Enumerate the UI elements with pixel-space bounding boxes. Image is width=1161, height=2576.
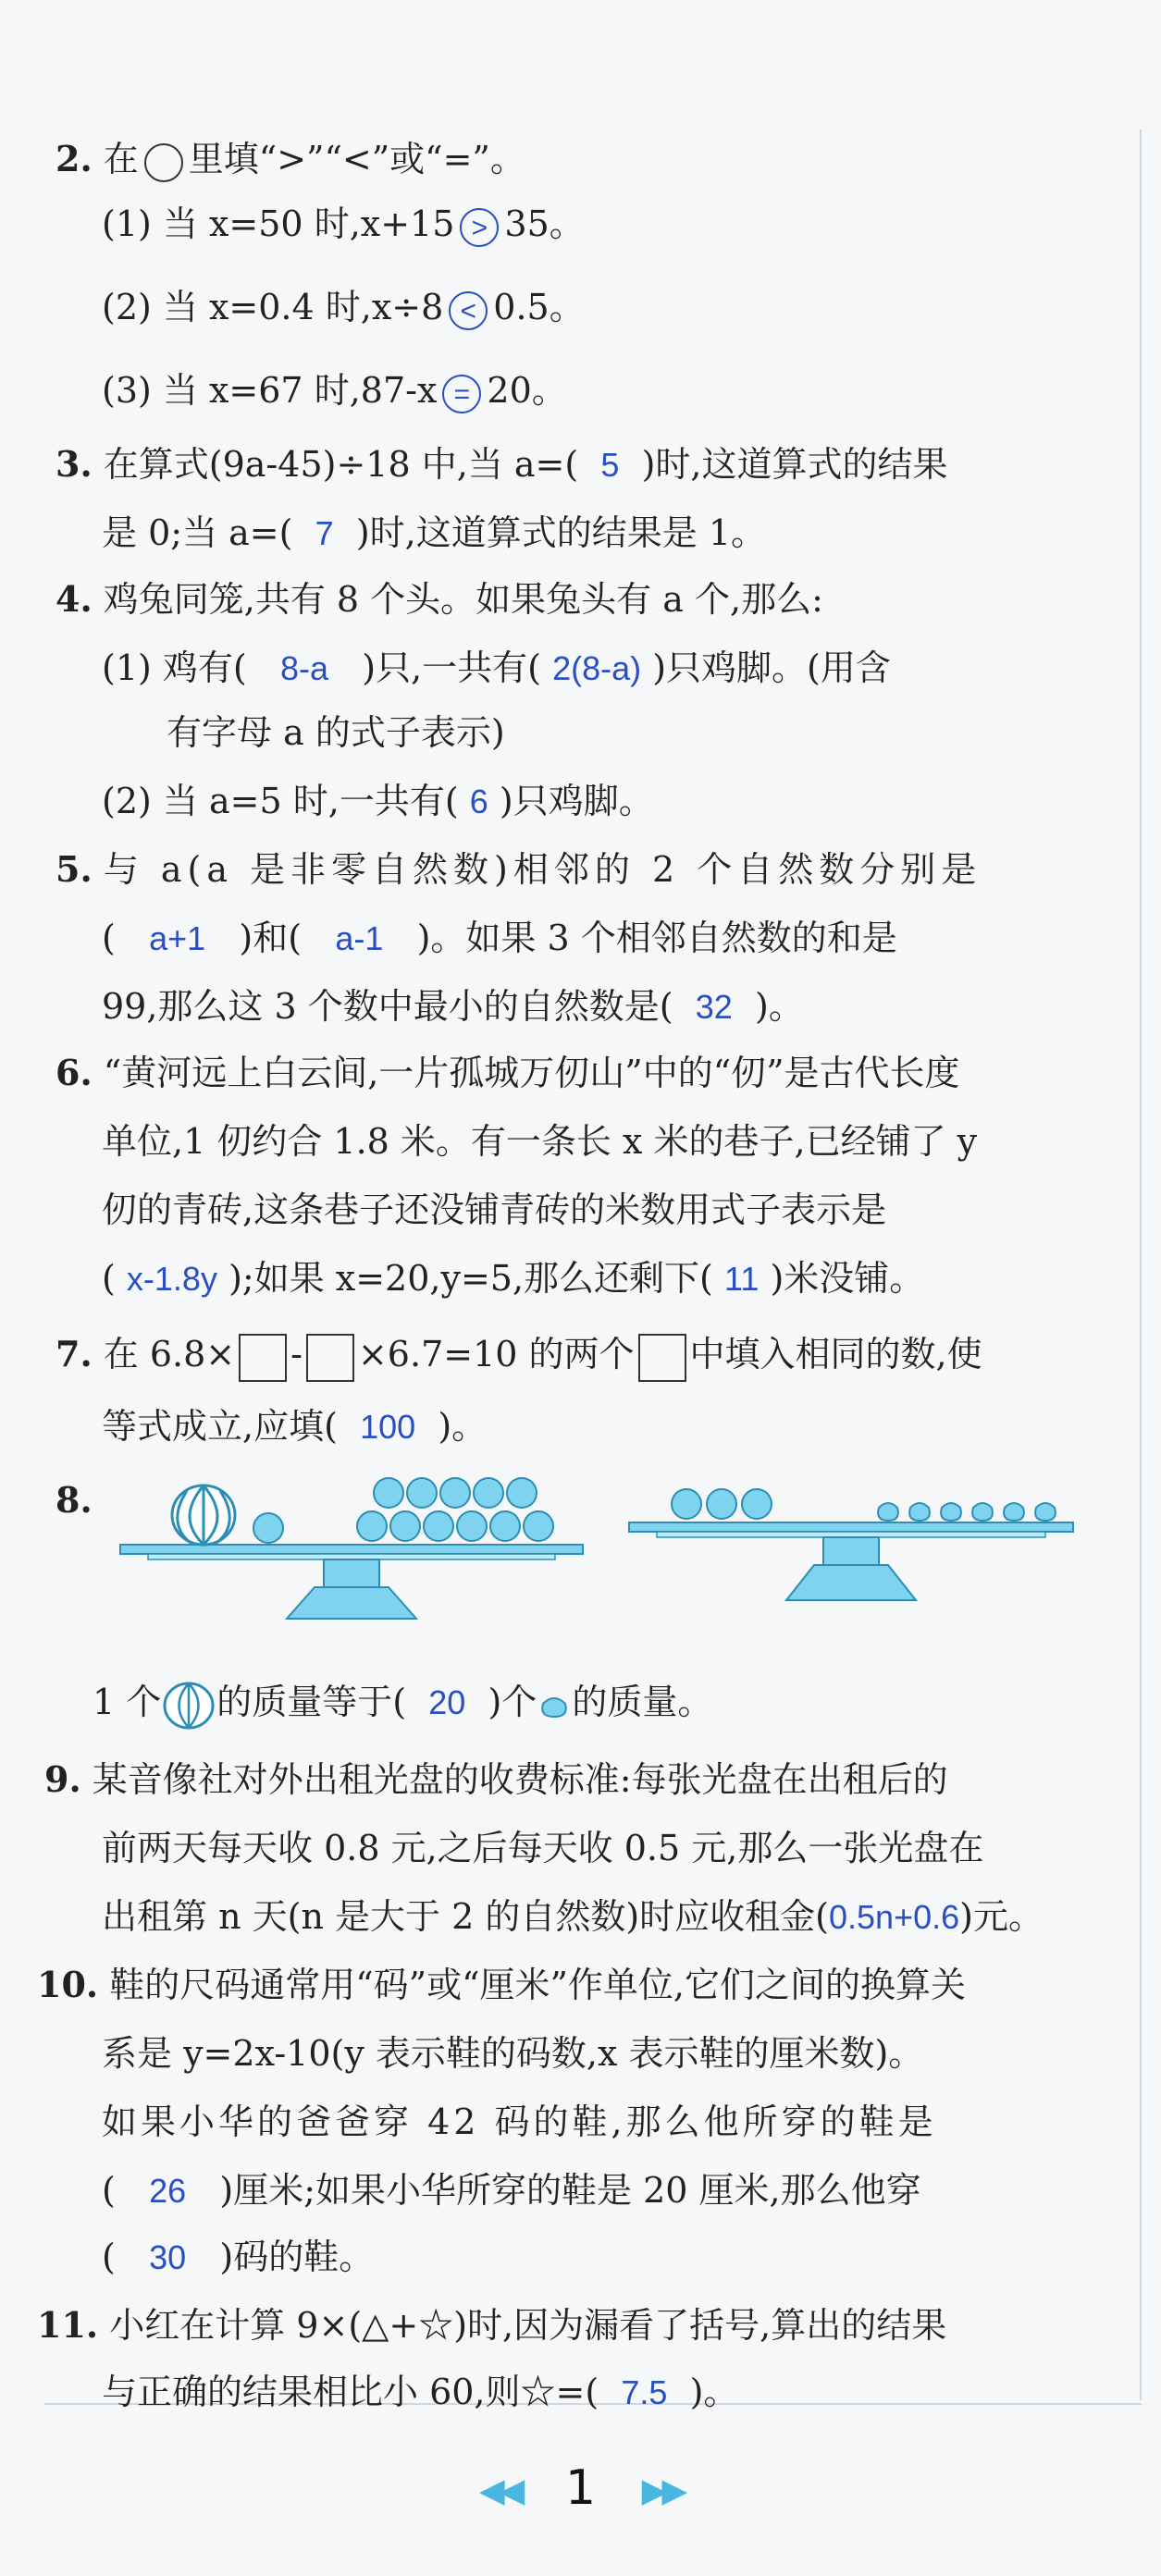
q2-part-2: (2) 当 x=0.4 时,x÷8 < 0.5。 bbox=[102, 279, 585, 335]
next-arrows-icon[interactable]: ▶▶ bbox=[641, 2471, 683, 2510]
watermelon-icon bbox=[172, 1485, 235, 1545]
q4-stem: 4. 鸡兔同笼,共有 8 个头。如果兔头有 a 个,那么: bbox=[56, 578, 823, 620]
q5-line-2: ( a+1 )和( a-1 )。如果 3 个相邻自然数的和是 bbox=[102, 918, 897, 958]
q7-line-1: 7. 在 6.8× - ×6.7=10 的两个 中填入相同的数,使 bbox=[56, 1326, 982, 1382]
q10-line-1: 10. 鞋的尺码通常用“码”或“厘米”作单位,它们之间的换算关 bbox=[37, 1964, 967, 2005]
balance-scales-figure bbox=[111, 1471, 1110, 1637]
q7-line-2: 等式成立,应填( 100 )。 bbox=[102, 1406, 488, 1447]
q10-line-4: ( 26 )厘米;如果小华所穿的鞋是 20 厘米,那么他穿 bbox=[102, 2170, 921, 2211]
q8-line: 1 个 的质量等于( 20 )个 的质量。 bbox=[93, 1674, 712, 1731]
q9-line-1: 9. 某音像社对外出租光盘的收费标准:每张光盘在出租后的 bbox=[44, 1758, 948, 1800]
watermelon-icon bbox=[161, 1682, 216, 1730]
q5-line-3: 99,那么这 3 个数中最小的自然数是( 32 )。 bbox=[102, 986, 804, 1027]
q9-line-2: 前两天每天收 0.8 元,之后每天收 0.5 元,那么一张光盘在 bbox=[102, 1828, 984, 1868]
blank-circle-icon bbox=[144, 143, 183, 182]
q6-line-1: 6. “黄河远上白云间,一片孤城万仞山”中的“仞”是古代长度 bbox=[56, 1052, 960, 1093]
prev-arrows-icon[interactable]: ◀◀ bbox=[478, 2471, 520, 2510]
right-balance-scale bbox=[629, 1489, 1073, 1600]
left-balance-scale bbox=[120, 1478, 583, 1619]
apple-icon bbox=[253, 1513, 283, 1543]
answer-circle: > bbox=[460, 208, 499, 247]
answer-circle: < bbox=[449, 291, 488, 330]
q2-stem: 2. 在 里填“>”“<”或“=”。 bbox=[56, 131, 525, 187]
q4-part-1: (1) 鸡有( 8-a )只,一共有( 2(8-a) )只鸡脚。(用含 bbox=[102, 647, 891, 688]
blank-box-icon bbox=[239, 1334, 287, 1382]
q5-line-1: 5. 与 a(a 是非零自然数)相邻的 2 个自然数分别是 bbox=[56, 848, 982, 890]
q11-line-2: 与正确的结果相比小 60,则☆=( 7.5 )。 bbox=[102, 2372, 739, 2412]
q8-num: 8. bbox=[56, 1479, 93, 1521]
right-margin-rule bbox=[1140, 129, 1142, 2400]
apples-group bbox=[357, 1478, 553, 1541]
q4-part-1-cont: 有字母 a 的式子表示) bbox=[167, 712, 505, 753]
page-footer bbox=[0, 2460, 1161, 2516]
blank-box-icon bbox=[306, 1334, 354, 1382]
q6-line-3: 仞的青砖,这条巷子还没铺青砖的米数用式子表示是 bbox=[102, 1189, 887, 1230]
q3-line-1: 3. 在算式(9a-45)÷18 中,当 a=( 5 )时,这道算式的结果 bbox=[56, 443, 948, 485]
q6-line-2: 单位,1 仞约合 1.8 米。有一条长 x 米的巷子,已经铺了 y bbox=[102, 1121, 978, 1162]
q6-line-4: ( x-1.8y );如果 x=20,y=5,那么还剩下( 11 )米没铺。 bbox=[102, 1258, 925, 1299]
q2-part-3: (3) 当 x=67 时,87-x = 20。 bbox=[102, 363, 567, 418]
q3-line-2: 是 0;当 a=( 7 )时,这道算式的结果是 1。 bbox=[102, 512, 767, 553]
answer-circle: = bbox=[442, 375, 481, 413]
peaches-group bbox=[878, 1503, 1056, 1521]
q10-line-2: 系是 y=2x-10(y 表示鞋的码数,x 表示鞋的厘米数)。 bbox=[102, 2033, 924, 2074]
q9-line-3: 出租第 n 天(n 是大于 2 的自然数)时应收租金(0.5n+0.6)元。 bbox=[102, 1896, 1044, 1937]
q10-line-5: ( 30 )码的鞋。 bbox=[102, 2237, 375, 2277]
apples-group bbox=[672, 1489, 772, 1519]
blank-box-icon bbox=[638, 1334, 686, 1382]
q4-part-2: (2) 当 a=5 时,一共有( 6 )只鸡脚。 bbox=[102, 781, 654, 821]
peach-icon bbox=[537, 1691, 572, 1720]
page-number: 1 bbox=[564, 2460, 597, 2516]
q2-part-1: (1) 当 x=50 时,x+15 > 35。 bbox=[102, 196, 585, 252]
q11-line-1: 11. 小红在计算 9×(△+☆)时,因为漏看了括号,算出的结果 bbox=[37, 2304, 947, 2346]
q10-line-3: 如果小华的爸爸穿 42 码的鞋,那么他所穿的鞋是 bbox=[102, 2101, 937, 2142]
